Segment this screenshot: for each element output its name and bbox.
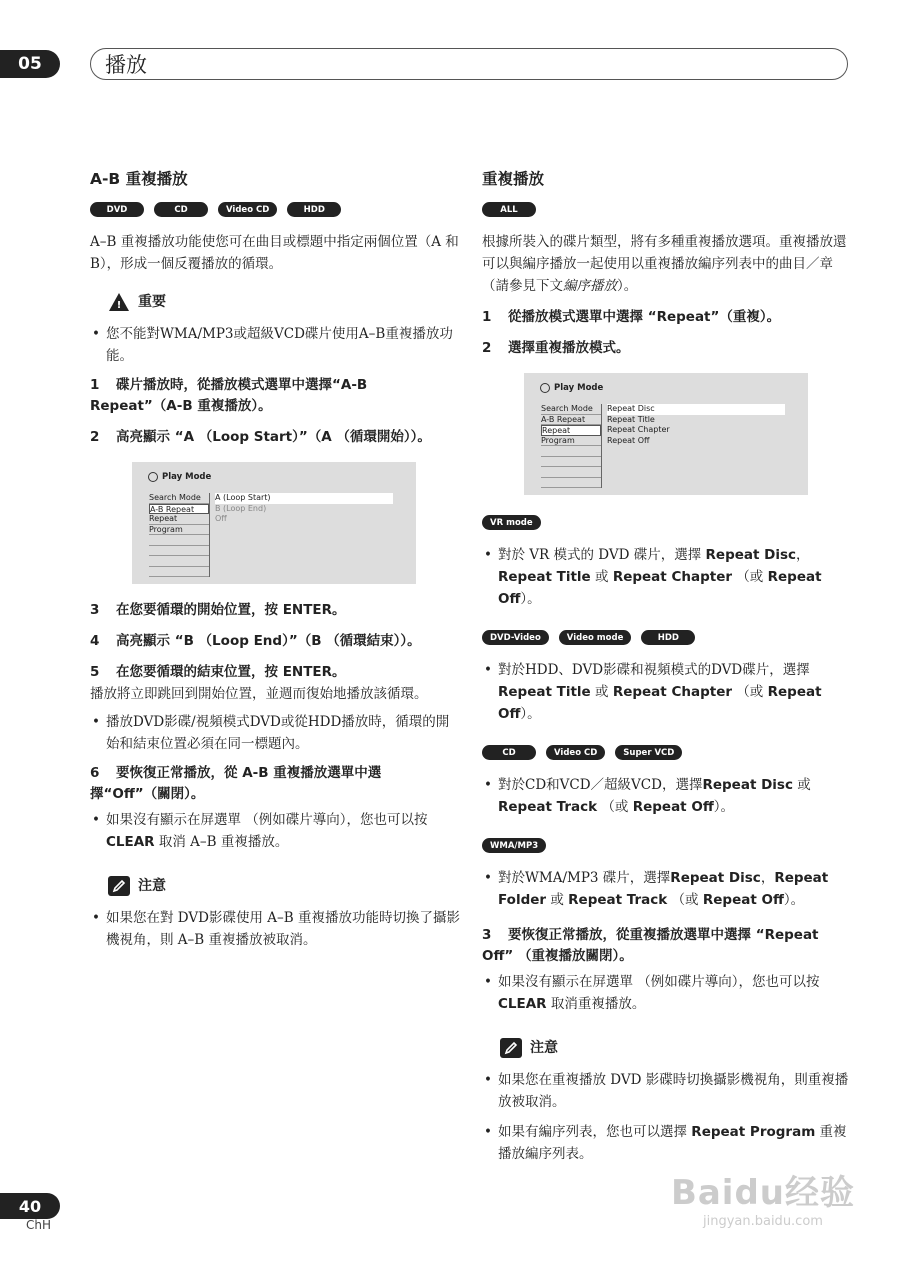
note-icon (108, 876, 130, 896)
disc-badges (482, 202, 852, 217)
badge-hdd: HDD (641, 630, 695, 645)
step-2 (482, 338, 852, 359)
page-language: ChH (26, 1218, 52, 1232)
badge-video-mode: Video mode (559, 630, 632, 645)
step-number: 5 (90, 664, 100, 680)
step-text: 高亮顯示 “A （Loop Start）”（A （循環開始））。 (116, 429, 431, 445)
menu-item-repeat: Repeat (541, 425, 601, 436)
vr-badges (482, 515, 852, 530)
svg-text:!: ! (116, 300, 122, 311)
menu-item-program: Program (149, 525, 209, 536)
note-label: 注意 (530, 1040, 558, 1056)
menu-blank (541, 446, 601, 457)
right-column (482, 168, 852, 1173)
step-text: 選擇重複播放模式。 (508, 340, 630, 356)
menu-divider (601, 404, 602, 488)
important-bullet: • 您不能對WMA/MP3或超級VCD碟片使用A–B重複播放功能。 (90, 323, 460, 367)
screen-title: Play Mode (162, 472, 212, 482)
cd-bullet: • 對於CD和VCD／超級VCD，選擇Repeat Disc 或 Repeat Track （或 Repeat Off）。 (482, 774, 852, 818)
watermark (671, 1165, 855, 1229)
vr-bullet: • 對於 VR 模式的 DVD 碟片，選擇 Repeat Disc，Repeat Title 或 Repeat Chapter （或 Repeat Off）。 (482, 544, 852, 610)
chapter-number: 05 (0, 50, 60, 78)
note-bullet: • 如果您在對 DVD影碟使用 A–B 重複播放功能時切換了攝影機視角，則 A–B 重複播放被取消。 (90, 907, 460, 951)
dvd-badges (482, 630, 852, 645)
step-3-bullet: • 如果沒有顯示在屏選單 （例如碟片導向），您也可以按 CLEAR 取消重複播放。 (482, 971, 852, 1015)
step-number: 2 (482, 340, 492, 356)
step-4 (90, 631, 460, 652)
play-mode-screen-repeat (524, 373, 808, 495)
disc-icon (540, 383, 550, 393)
step-text: 從播放模式選單中選擇 “Repeat”（重複）。 (508, 309, 781, 325)
badge-all: ALL (482, 202, 536, 217)
badge-wma-mp3: WMA/MP3 (482, 838, 546, 853)
option-repeat-chapter: Repeat Chapter (607, 425, 670, 434)
step-5 (90, 662, 460, 683)
important-label: 重要 (138, 294, 166, 310)
menu-item-ab-repeat: A-B Repeat (541, 415, 601, 426)
left-column (90, 168, 460, 959)
step-number: 3 (482, 927, 492, 943)
option-repeat-title: Repeat Title (607, 414, 655, 424)
intro-paragraph: 根據所裝入的碟片類型，將有多種重複播放選項。重複播放還可以與編序播放一起使用以重複播放編序列表中的曲目／章 （請參見下文編序播放）。 (482, 234, 847, 294)
cd-badges (482, 745, 852, 760)
step-text: 要恢復正常播放，從 A-B 重複播放選單中選擇“Off”（關閉）。 (90, 765, 382, 802)
section-heading: 重複播放 (482, 170, 545, 188)
note-bullet-2: • 如果有編序列表，您也可以選擇 Repeat Program 重複播放編序列表。 (482, 1121, 852, 1165)
menu-item-program: Program (541, 436, 601, 447)
step-6 (90, 763, 460, 805)
step-text: 在您要循環的結束位置，按 ENTER。 (116, 664, 346, 680)
menu-blank (149, 546, 209, 557)
screen-menu (149, 493, 209, 577)
step-6-bullet: • 如果沒有顯示在屏選單 （例如碟片導向），您也可以按 CLEAR 取消 A–B 重複播放。 (90, 809, 460, 853)
play-mode-screen-ab (132, 462, 416, 584)
step-number: 1 (482, 309, 492, 325)
wma-bullet: • 對於WMA/MP3 碟片，選擇Repeat Disc，Repeat Folder 或 Repeat Track （或 Repeat Off）。 (482, 867, 852, 911)
step-text: 碟片播放時，從播放模式選單中選擇“A-B Repeat”（A-B 重複播放）。 (90, 377, 368, 414)
menu-blank (541, 467, 601, 478)
screen-title: Play Mode (554, 383, 604, 393)
badge-hdd: HDD (287, 202, 341, 217)
badge-cd: CD (482, 745, 536, 760)
section-heading: A-B 重複播放 (90, 170, 188, 188)
badge-vr-mode: VR mode (482, 515, 541, 530)
badge-video-cd: Video CD (218, 202, 277, 217)
step-3 (482, 925, 852, 967)
menu-item-search-mode: Search Mode (149, 493, 209, 504)
menu-item-search-mode: Search Mode (541, 404, 601, 415)
menu-blank (149, 567, 209, 578)
menu-blank (541, 457, 601, 468)
chapter-title: 播放 (90, 48, 848, 80)
menu-item-repeat: Repeat (149, 514, 209, 525)
warning-icon (108, 292, 130, 312)
wma-badges (482, 838, 852, 853)
step-3 (90, 600, 460, 621)
step-5-bullet: • 播放DVD影碟/視頻模式DVD或從HDD播放時，循環的開始和結束位置必須在同一標題內。 (90, 711, 460, 755)
disc-icon (148, 472, 158, 482)
dvd-bullet: • 對於HDD、DVD影碟和視頻模式的DVD碟片，選擇Repeat Title 或 Repeat Chapter （或 Repeat Off）。 (482, 659, 852, 725)
intro-paragraph: A–B 重複播放功能使您可在曲目或標題中指定兩個位置（A 和 B），形成一個反覆播放的循環。 (90, 234, 459, 272)
step-number: 4 (90, 633, 100, 649)
screen-header (540, 383, 603, 394)
step-5-text: 播放將立即跳回到開始位置，並週而復始地播放該循環。 (90, 686, 428, 702)
badge-dvd-video: DVD-Video (482, 630, 549, 645)
badge-super-vcd: Super VCD (615, 745, 682, 760)
badge-video-cd: Video CD (546, 745, 605, 760)
screen-menu (541, 404, 601, 488)
menu-blank (149, 556, 209, 567)
option-loop-end: B (Loop End) (215, 503, 267, 513)
badge-cd: CD (154, 202, 208, 217)
watermark-brand: Baidu经验 (670, 1173, 855, 1213)
menu-item-ab-repeat: A-B Repeat (149, 504, 209, 515)
menu-divider (209, 493, 210, 577)
page-number: 40 (0, 1193, 60, 1219)
screen-options (607, 404, 785, 446)
step-text: 要恢復正常播放，從重複播放選單中選擇 “Repeat Off” （重複播放關閉）。 (482, 927, 819, 964)
step-1 (482, 307, 852, 328)
menu-blank (541, 478, 601, 489)
step-number: 3 (90, 602, 100, 618)
important-heading (108, 291, 460, 313)
step-number: 1 (90, 377, 100, 393)
watermark-url: jingyan.baidu.com (702, 1214, 823, 1229)
step-1 (90, 375, 460, 417)
menu-blank (149, 535, 209, 546)
option-repeat-disc: Repeat Disc (607, 404, 785, 415)
step-2 (90, 427, 460, 448)
note-icon (500, 1038, 522, 1058)
step-number: 6 (90, 765, 100, 781)
note-label: 注意 (138, 878, 166, 894)
note-bullet-1: • 如果您在重複播放 DVD 影碟時切換攝影機視角，則重複播放被取消。 (482, 1069, 852, 1113)
note-heading (500, 1037, 852, 1059)
option-off: Off (215, 514, 227, 523)
badge-dvd: DVD (90, 202, 144, 217)
note-heading (108, 875, 460, 897)
step-text: 高亮顯示 “B （Loop End）”（B （循環結束））。 (116, 633, 421, 649)
option-repeat-off: Repeat Off (607, 435, 650, 445)
step-text: 在您要循環的開始位置，按 ENTER。 (116, 602, 346, 618)
screen-options (215, 493, 393, 525)
disc-badges (90, 202, 460, 217)
screen-header (148, 472, 211, 483)
option-loop-start: A (Loop Start) (215, 493, 393, 504)
step-number: 2 (90, 429, 100, 445)
